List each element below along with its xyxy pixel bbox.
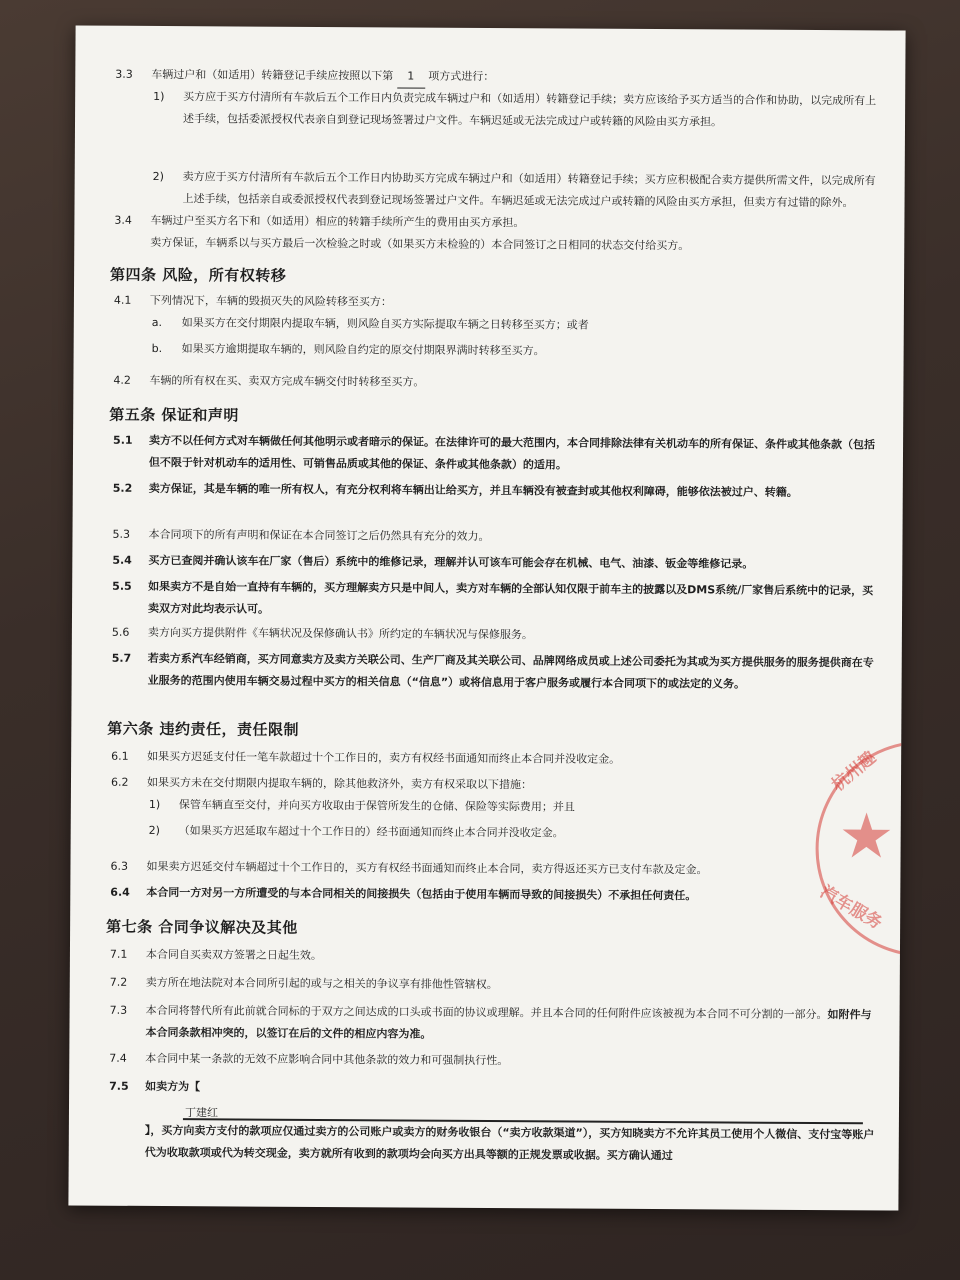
clause-number: 7.2 — [109, 975, 128, 989]
clause-6-1 — [111, 746, 877, 766]
clause-number: 7.1 — [109, 947, 128, 961]
clause-number: 5.7 — [111, 651, 132, 665]
clause-text: 如果买方未在交付期限内提取车辆的，除其他救济外，卖方有权采取以下措施： — [146, 775, 533, 792]
clause-number: 6.2 — [110, 775, 129, 789]
item-text: 如果买方逾期提取车辆的，则风险自约定的原交付期限界满时转移至买方。 — [181, 342, 545, 358]
clause-5-4 — [112, 550, 878, 571]
clause-number: 3.4 — [114, 213, 132, 227]
clause-number: 6.1 — [111, 749, 129, 763]
clause-number: 4.1 — [113, 293, 132, 307]
clause-number: 5.2 — [112, 481, 133, 495]
item-mark: 1) — [148, 797, 161, 812]
item-text: 买方应于买方付清所有车款后五个工作日内负责完成车辆过户和（如适用）转籍登记手续；卖方应该给予买方适当的合作和协助，以完成所有上述手续，包括委派授权代表亲自到登记现场签署过户文件。车辆迟延或无法完成过户或转籍的风险由买方承担。 — [183, 90, 877, 129]
clause-7-3 — [109, 1000, 876, 1041]
article-4-heading: 第四条 风险，所有权转移 — [110, 265, 287, 285]
stamp-bottom-text: 汽车服务 — [816, 882, 886, 934]
clause-number: 5.4 — [112, 553, 132, 567]
clause-number: 5.1 — [113, 433, 133, 447]
clause-number: 4.2 — [113, 373, 131, 387]
clause-4-1-b — [151, 338, 880, 358]
clause-text: 若卖方系汽车经销商，买方同意卖方及卖方关联公司、生产厂商及其关联公司、品牌网络成员或上述公司委托为其或为买方提供服务的服务提供商在专业服务的范围内使用车辆交易过程中买方的相关信息（“信息”）或将信息用于客户服务或履行本合同项下的或法定的义务。 — [147, 651, 874, 691]
clause-6-2 — [110, 772, 877, 792]
item-text: 如果买方在交付期限内提取车辆，则风险自买方实际提取车辆之日转移至买方；或者 — [181, 316, 589, 332]
clause-number: 5.6 — [111, 625, 130, 639]
clause-text: 如果卖方迟延交付车辆超过十个工作日的，买方有权经书面通知而终止本合同，卖方得返还买方已支付车款及定金。 — [146, 859, 708, 877]
clause-number: 5.5 — [112, 579, 132, 593]
contract-text — [68, 25, 905, 1210]
clause-5-1 — [113, 430, 879, 472]
item-mark: b. — [151, 341, 163, 356]
clause-text: 车辆的所有权在买、卖双方完成车辆交付时转移至买方。 — [149, 373, 425, 389]
clause-text: 卖方保证，车辆系以与买方最后一次检验之时或（如果买方未检验的）本合同签订之日相同的状态交付给买方。 — [150, 235, 690, 253]
clause-5-3 — [112, 524, 879, 544]
clause-number: 5.3 — [112, 527, 131, 541]
item-mark: 2) — [152, 169, 165, 184]
clause-text: 车辆过户和（如适用）转籍登记手续应按照以下第 — [151, 67, 394, 83]
clause-text: 如果买方迟延支付任一笔车款超过十个工作日的，卖方有权经书面通知而终止本合同并没收定金。 — [147, 749, 621, 766]
clause-5-2 — [112, 478, 879, 499]
item-mark: 2) — [148, 823, 161, 838]
stamp-top-text: 杭州趣 — [828, 747, 881, 796]
clause-text: 如卖方为【 — [145, 1079, 201, 1094]
clause-number: 6.4 — [110, 885, 130, 899]
option-blank: 1 — [397, 65, 425, 88]
item-text: （如果买方迟延取车超过十个工作日的）经书面通知而终止本合同并没收定金。 — [178, 824, 564, 840]
article-7-heading: 第七条 合同争议解决及其他 — [106, 917, 298, 937]
clause-4-2 — [113, 370, 880, 389]
clause-7-5 — [109, 1076, 875, 1094]
item-text: 卖方应于买方付清所有车款后五个工作日内协助买方完成车辆过户和（如适用）转籍登记手续；买方应积极配合卖方提供所需文件，以完成所有上述手续，包括亲自或委派授权代表到登记现场签署过户文件。车辆迟延或无法完成过户或转籍的风险由买方承担，但卖方有过错的除外。 — [182, 170, 876, 210]
clause-3-3-2 — [152, 166, 881, 210]
clause-6-3 — [110, 856, 877, 877]
clause-text: 如果卖方不是自始一直持有车辆的，买方理解卖方只是中间人，卖方对车辆的全部认知仅限于前车主的披露以及DMS系统/厂家售后系统中的记录，买卖双方对此均表示认可。 — [148, 579, 874, 616]
star-icon: ★ — [838, 799, 895, 873]
clause-number: 7.4 — [109, 1051, 127, 1065]
clause-text: 项方式进行： — [428, 69, 495, 84]
article-6-heading: 第六条 违约责任，责任限制 — [107, 719, 300, 739]
clause-text: 】，买方向卖方支付的款项应仅通过卖方的公司账户或卖方的财务收银台（“卖方收款渠道”），买方知晓卖方不允许其员工使用个人微信、支付宝等账户代为收取款项或代为转交现金，卖方就所有收到的款项均会向买方出具等额的正规发票或收据。买方确认通过 — [144, 1123, 875, 1163]
clause-text: 买方已查阅并确认该车在厂家（售后）系统中的维修记录，理解并认可该车可能会存在机械、电气、油漆、钣金等维修记录。 — [148, 553, 754, 571]
clause-text: 本合同将替代所有此前就合同标的于双方之间达成的口头或书面的协议或理解。并且本合同的任何附件应该被视为本合同不可分割的一部分。 — [145, 1003, 828, 1022]
clause-text: 车辆过户至买方名下和（如适用）相应的转籍手续所产生的费用由买方承担。 — [150, 213, 525, 230]
item-text: 保管车辆直至交付，并向买方收取由于保管所发生的仓储、保险等实际费用；并且 — [178, 798, 575, 814]
clause-number: 3.3 — [115, 67, 133, 81]
clause-3-3 — [115, 64, 881, 84]
clause-number: 7.3 — [109, 1003, 128, 1017]
seller-name-field: 丁建红 — [184, 1106, 219, 1120]
clause-4-1 — [113, 290, 880, 309]
item-mark: a. — [151, 315, 163, 330]
clause-7-1 — [109, 944, 876, 962]
contract-page — [68, 25, 905, 1210]
clause-text: 卖方向买方提供附件《车辆状况及保修确认书》所约定的车辆状况与保修服务。 — [147, 625, 533, 642]
clause-text: 下列情况下，车辆的毁损灭失的风险转移至买方： — [149, 293, 392, 309]
clause-text: 卖方所在地法院对本合同所引起的或与之相关的争议享有排他性管辖权。 — [145, 975, 498, 992]
clause-text: 本合同中某一条款的无效不应影响合同中其他条款的效力和可强制执行性。 — [145, 1051, 509, 1068]
clause-text: 本合同项下的所有声明和保证在本合同签订之后仍然具有充分的效力。 — [148, 527, 490, 544]
clause-text-bold: 如附件与本合同条款相冲突的，以签订在后的文件的相应内容为准。 — [145, 1008, 872, 1041]
clause-text: 本合同一方对另一方所遭受的与本合同相关的间接损失（包括由于使用车辆而导致的间接损失）不承担任何责任。 — [146, 885, 697, 903]
clause-7-4 — [109, 1048, 875, 1068]
clause-text: 本合同自买卖双方签署之日起生效。 — [145, 947, 322, 962]
clause-5-5 — [112, 576, 878, 616]
clause-number: 7.5 — [109, 1079, 129, 1093]
clause-7-2 — [109, 972, 876, 992]
clause-text: 卖方不以任何方式对车辆做任何其他明示或者暗示的保证。在法律许可的最大范围内，本合同排除法律有关机动车的所有保证、条件或其他条款（包括但不限于针对机动车的适用性、可销售品质或其他的保证、条件或其他条款）的适用。 — [148, 433, 876, 472]
item-mark: 1) — [153, 89, 165, 104]
clause-text: 卖方保证，其是车辆的唯一所有权人，有充分权利将车辆出让给买方，并且车辆没有被查封或其他权利障碍，能够依法被过户、转籍。 — [148, 481, 798, 499]
clause-5-7 — [111, 648, 878, 691]
clause-number: 6.3 — [110, 859, 129, 873]
clause-6-4 — [110, 882, 876, 903]
clause-6-2-2 — [148, 820, 877, 840]
article-5-heading: 第五条 保证和声明 — [109, 405, 240, 425]
